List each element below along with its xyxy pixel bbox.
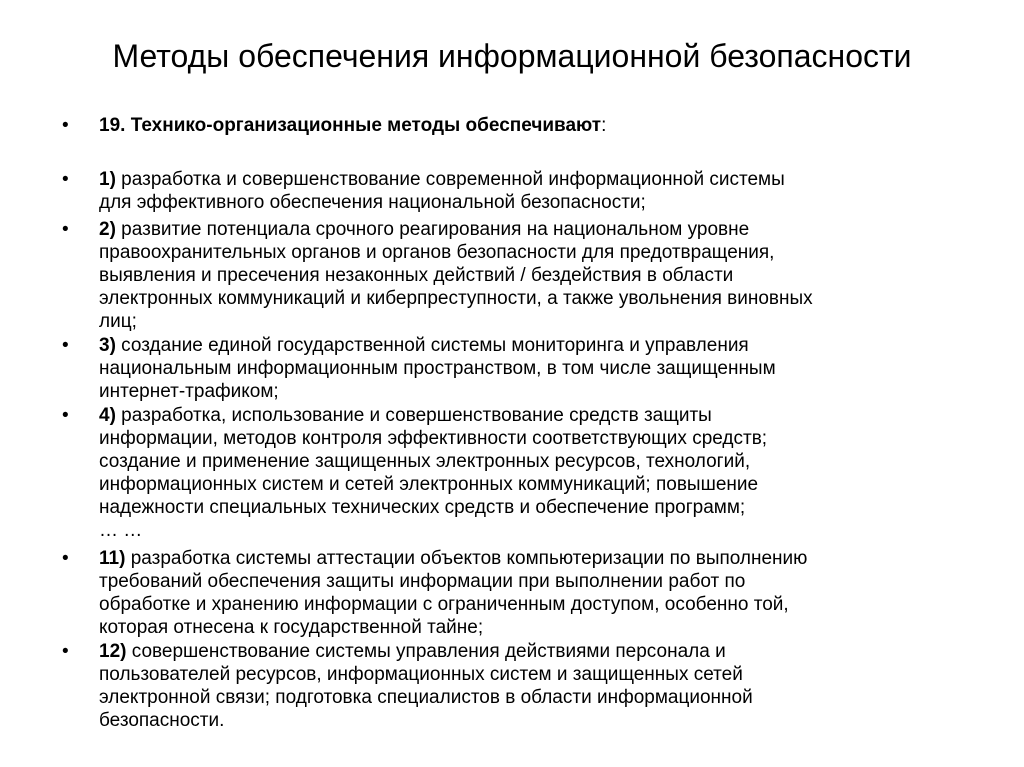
item-line: обработке и хранению информации с ограниченным доступом, особенно той, — [99, 594, 789, 615]
item-line: создание и применение защищенных электронных ресурсов, технологий, — [99, 451, 751, 472]
item-line: национальным информационным пространством, в том числе защищенным — [99, 358, 776, 379]
ellipsis-text — [99, 519, 979, 542]
item-number: 11) — [99, 548, 126, 569]
item-number: 1) — [99, 169, 116, 190]
item-line: лиц; — [99, 311, 137, 332]
item-line: для эффективного обеспечения национальной безопасности; — [99, 192, 646, 213]
item-line: правоохранительных органов и органов безопасности для предотвращения, — [99, 242, 775, 263]
item-line: электронных коммуникаций и киберпреступности, а также увольнения виновных — [99, 288, 813, 309]
list-item-text — [99, 168, 979, 214]
item-line: разработка, использование и совершенствование средств защиты — [115, 405, 712, 426]
item-line: электронной связи; подготовка специалистов в области информационной — [99, 687, 753, 708]
bullet-icon: • — [62, 335, 69, 356]
item-line: интернет-трафиком; — [99, 381, 279, 402]
item-line: создание единой государственной системы мониторинга и управления — [115, 335, 749, 356]
list-item-text — [99, 404, 979, 519]
item-line: требований обеспечения защиты информации при выполнении работ по — [99, 571, 746, 592]
list-item-text — [99, 547, 979, 639]
item-line: безопасности. — [99, 710, 225, 731]
item-line: выявления и пресечения незаконных действий / бездействия в области — [99, 265, 734, 286]
bullet-icon: • — [62, 169, 69, 190]
item-number: 2) — [99, 219, 116, 240]
list-item-text — [99, 218, 979, 333]
item-line: развитие потенциала срочного реагирования на национальном уровне — [115, 219, 750, 240]
item-number: 4) — [99, 405, 116, 426]
item-line: надежности специальных технических средств и обеспечение программ; — [99, 497, 746, 518]
bullet-icon: • — [62, 641, 69, 662]
item-number: 12) — [99, 641, 127, 662]
item-line: которая отнесена к государственной тайне; — [99, 617, 484, 638]
list-item-text — [99, 640, 979, 732]
slide-title: Методы обеспечения информационной безопасности — [112, 38, 912, 74]
bullet-icon: • — [62, 405, 69, 426]
item-line: пользователей ресурсов, информационных систем и защищенных сетей — [99, 664, 743, 685]
item-line: информации, методов контроля эффективности соответствующих средств; — [99, 428, 768, 449]
item-number: 3) — [99, 335, 116, 356]
heading-rest: : — [601, 115, 607, 136]
heading-text — [99, 114, 979, 137]
item-line: … … — [99, 520, 143, 541]
bullet-icon: • — [62, 219, 69, 240]
item-line: совершенствование системы управления действиями персонала и — [126, 641, 726, 662]
heading-bold: 19. Технико-организационные методы обеспечивают — [99, 115, 602, 136]
list-item-text — [99, 334, 979, 403]
item-line: разработка системы аттестации объектов компьютеризации по выполнению — [125, 548, 808, 569]
bullet-icon: • — [62, 548, 69, 569]
item-line: разработка и совершенствование современной информационной системы — [115, 169, 785, 190]
item-line: информационных систем и сетей электронных коммуникаций; повышение — [99, 474, 759, 495]
bullet-icon: • — [62, 115, 69, 136]
